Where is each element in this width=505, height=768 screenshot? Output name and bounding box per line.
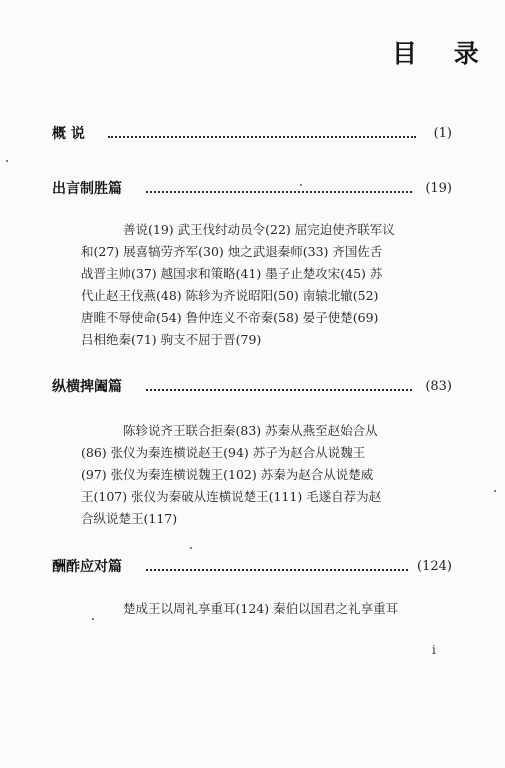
page-folio: i (432, 643, 436, 657)
entry-line: 合纵说楚王(117) (81, 511, 178, 526)
entry-line: (86) 张仪为秦连横说赵王(94) 苏子为赵合从说魏王 (81, 445, 366, 460)
scan-speck (190, 547, 192, 549)
section-page-number: (83) (425, 379, 452, 394)
entry-line: (97) 张仪为秦连横说魏王(102) 苏秦为赵合从说楚威 (81, 467, 374, 482)
section-name: 概 说 (52, 126, 85, 142)
section-page-number: (124) (417, 559, 452, 574)
entry-line: 和(27) 展喜犒劳齐军(30) 烛之武退秦师(33) 齐国佐舌 (81, 244, 383, 259)
section-name: 出言制胜篇 (52, 181, 122, 197)
entry-line: 王(107) 张仪为秦破从连横说楚王(111) 毛遂自荐为赵 (81, 489, 382, 504)
scan-speck (300, 184, 302, 186)
toc-entry-section-2[interactable] (52, 179, 452, 199)
entry-line: 善说(19) 武王伐纣动员令(22) 屈完迫使齐联军议 (123, 222, 395, 237)
section-2-entries (81, 219, 461, 351)
section-page-number: (1) (433, 126, 452, 141)
entry-line: 陈轸说齐王联合拒秦(83) 苏秦从燕至赵始合从 (123, 423, 378, 438)
scan-speck (6, 160, 8, 162)
section-name: 酬酢应对篇 (52, 559, 122, 575)
section-name: 纵横捭阖篇 (52, 379, 122, 395)
scan-speck (494, 490, 496, 492)
section-3-entries (81, 420, 461, 530)
toc-entry-overview[interactable] (52, 124, 452, 144)
dot-leader (108, 136, 416, 138)
dot-leader (146, 569, 408, 571)
entry-line: 代止赵王伐燕(48) 陈轸为齐说昭阳(50) 南辕北辙(52) (81, 288, 379, 303)
dot-leader (146, 389, 412, 391)
entry-line: 楚成王以周礼享重耳(124) 秦伯以国君之礼享重耳 (123, 601, 399, 616)
entry-line: 战晋主帅(37) 越国求和策略(41) 墨子止楚攻宋(45) 苏 (81, 266, 383, 281)
section-page-number: (19) (425, 181, 452, 196)
entry-line: 吕相绝秦(71) 驹支不屈于晋(79) (81, 332, 262, 347)
section-4-entries (81, 598, 461, 620)
entry-line: 唐睢不辱使命(54) 鲁仲连义不帝秦(58) 晏子使楚(69) (81, 310, 379, 325)
dot-leader (146, 191, 412, 193)
toc-entry-section-4[interactable] (52, 557, 452, 577)
page-title: 目 录 (392, 39, 493, 68)
toc-entry-section-3[interactable] (52, 377, 452, 397)
scan-speck (92, 618, 94, 620)
